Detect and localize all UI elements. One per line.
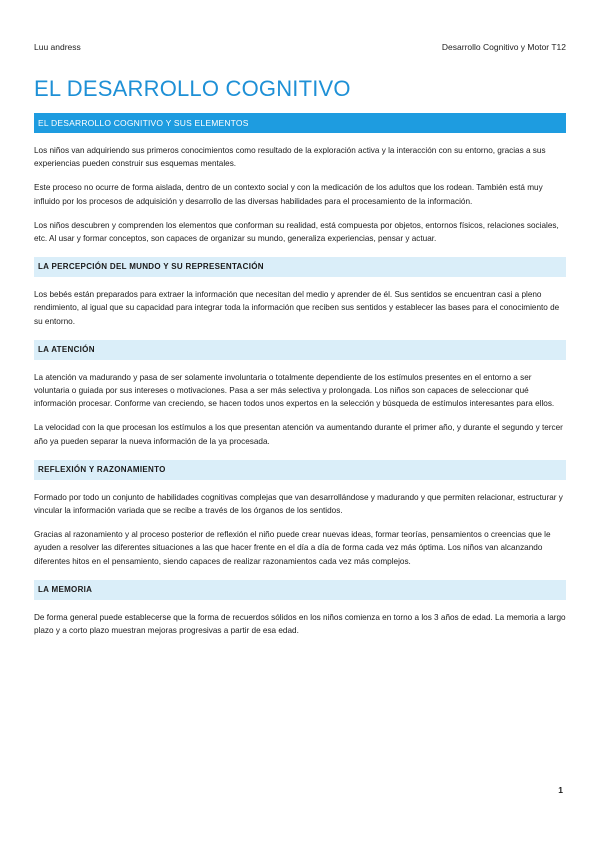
paragraph: La velocidad con la que procesan los estímulos a los que presentan atención va aumentando durante el primer año, y durante el segundo y tercer año ya pueden separar la nueva información de la ya procesada. [34,423,563,446]
paragraph: Los niños van adquiriendo sus primeros conocimientos como resultado de la exploración activa y la interacción con su entorno, gracias a sus experiencias pueden construir sus esquemas mentales. [34,146,546,169]
page-header [34,42,566,52]
header-author: Luu andress [34,42,81,52]
section-heading-reflexion: REFLEXIÓN Y RAZONAMIENTO [34,460,566,480]
page-number: 1 [558,785,563,795]
paragraph: La atención va madurando y pasa de ser solamente involuntaria o totalmente dependiente de los estímulos presentes en el entorno a ser voluntaria o guiada por sus intereses o motivaciones. Pasa a ser más selectiva y prolongada. Los niños son capaces de seleccionar qué información procesar. Conforme van creciendo, se hacen todos unos expertos en la selección y búsqueda de estímulos interesantes para ellos. [34,372,555,409]
document-body [34,113,566,637]
page-title: EL DESARROLLO COGNITIVO [34,76,351,101]
paragraph: De forma general puede establecerse que la forma de recuerdos sólidos en los niños comienza en torno a los 3 años de edad. La memoria a largo plazo y a corto plazo muestran mejoras progresivas a partir de esa edad. [34,612,566,636]
section-heading-elementos: EL DESARROLLO COGNITIVO Y SUS ELEMENTOS [34,113,566,133]
section-heading-atencion: LA ATENCIÓN [34,340,566,360]
header-course: Desarrollo Cognitivo y Motor T12 [441,42,566,52]
paragraph: Los niños descubren y comprenden los elementos que conforman su realidad, está compuesta por objetos, entornos físicos, relaciones sociales, etc. Al usar y formar conceptos, son capaces de organizar su mundo, generaliza experiencias, pensar y actuar. [34,220,559,244]
section-heading-percepcion: LA PERCEPCIÓN DEL MUNDO Y SU REPRESENTACIÓN [34,257,566,277]
paragraph: Los bebés están preparados para extraer la información que necesitan del medio y aprender de él. Sus sentidos se encuentran casi a pleno rendimiento, al igual que su capacidad para integrar toda la información que reciben sus sentidos y establecer las bases para el conocimiento de su entorno. [34,290,560,326]
paragraph: Formado por todo un conjunto de habilidades cognitivas complejas que van desarrollándose y madurando y que permiten relacionar, estructurar y vincular la información variada que se recibe a través de los órganos de los sentidos. [34,492,563,516]
section-heading-memoria: LA MEMORIA [34,580,566,600]
paragraph: Gracias al razonamiento y al proceso posterior de reflexión el niño puede crear nuevas ideas, formar teorías, pensamientos o creencias que le ayuden a resolver las diferentes situaciones a las que hacer frente en el día a día de forma cada vez más óptima. Los niños van alcanzando diferentes hitos en el pensamiento, siendo capaces de realizar razonamientos cada vez más complejos. [34,530,551,566]
paragraph: Este proceso no ocurre de forma aislada, dentro de un contexto social y con la medicación de los adultos que los rodean. También está muy influido por los procesos de adquisición y desarrollo de las diversas habilidades para el procesamiento de la información. [34,183,543,206]
